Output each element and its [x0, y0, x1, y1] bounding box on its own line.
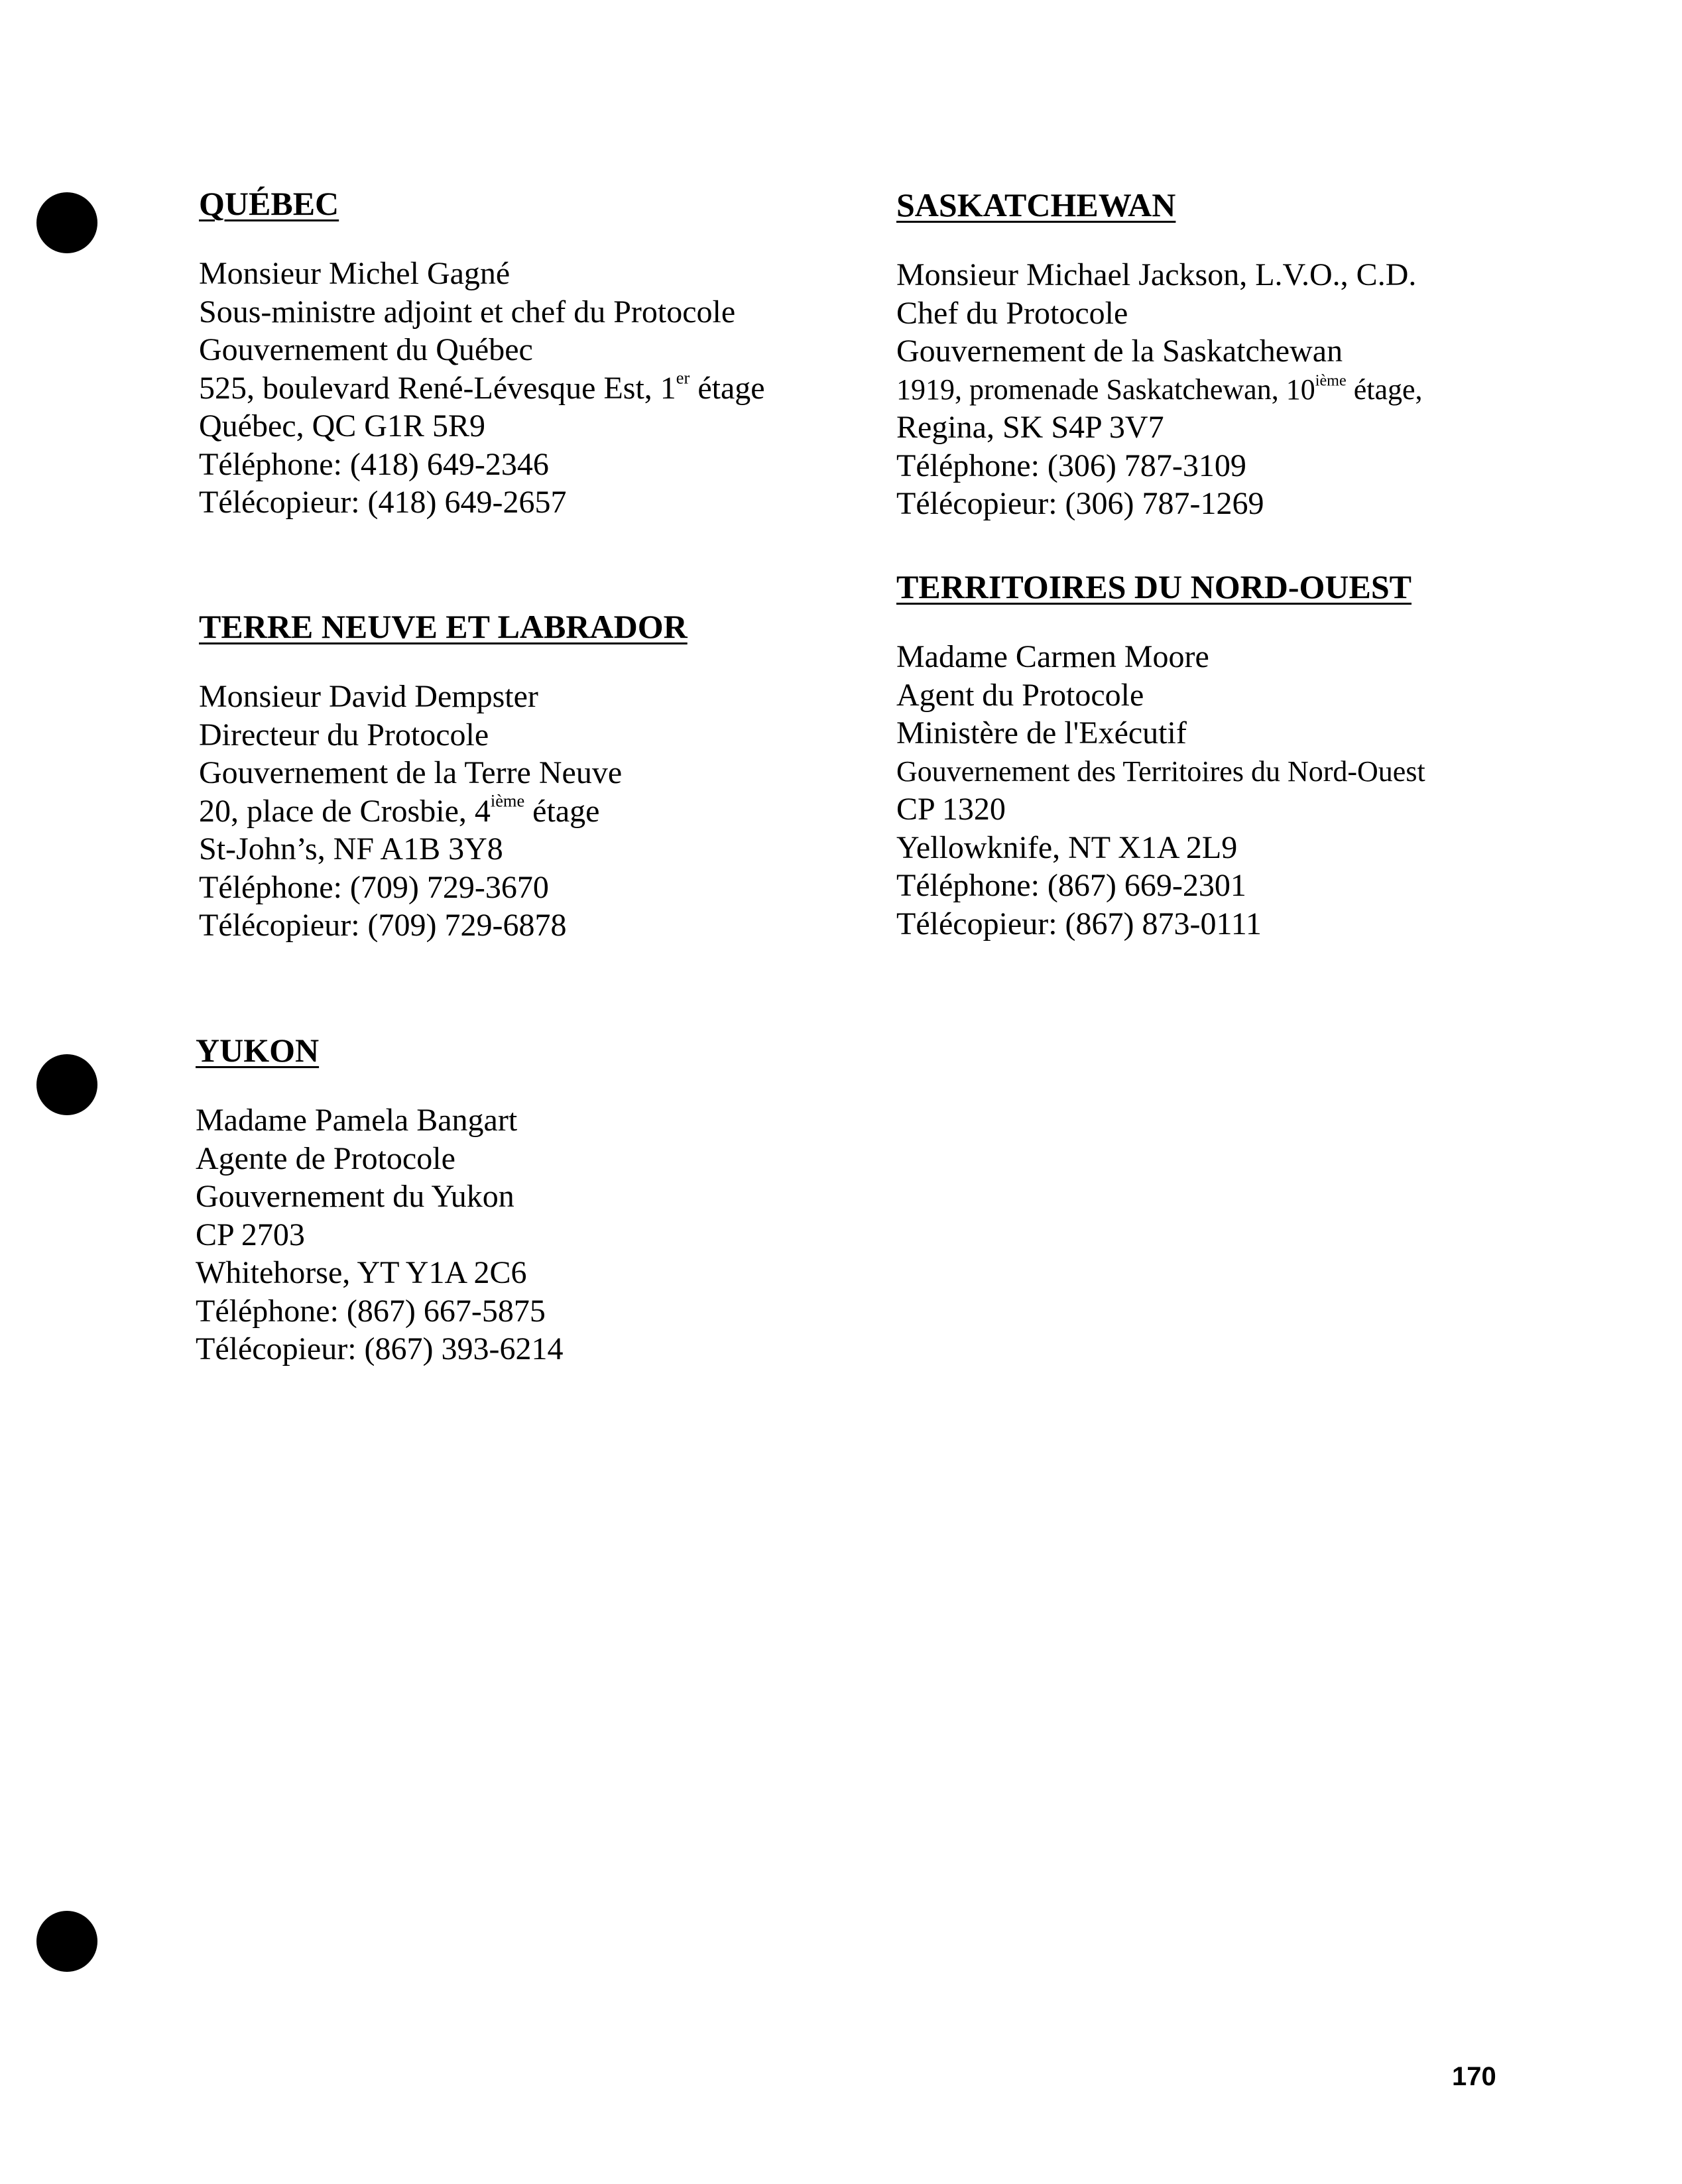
punch-hole-middle [36, 1054, 97, 1115]
section-yukon [196, 1031, 563, 1368]
section-quebec [199, 184, 765, 522]
contact-organization: Gouvernement des Territoires du Nord-Ouest [896, 755, 1425, 788]
contact-phone: Téléphone: (867) 667-5875 [196, 1293, 546, 1329]
contact-city: Québec, QC G1R 5R9 [199, 408, 485, 444]
contact-organization: Gouvernement du Québec [199, 332, 533, 367]
contact-address: 20, place de Crosbie, 4ième étage [199, 790, 600, 829]
contact-fax: Télécopieur: (709) 729-6878 [199, 908, 567, 943]
section-heading: QUÉBEC [199, 185, 339, 222]
contact-po-box: CP 1320 [896, 792, 1006, 827]
contact-address: 525, boulevard René-Lévesque Est, 1er étage [199, 367, 765, 406]
contact-title: Sous-ministre adjoint et chef du Protocole [199, 294, 736, 330]
contact-po-box: CP 2703 [196, 1217, 305, 1252]
contact-city: Yellowknife, NT X1A 2L9 [896, 829, 1238, 865]
contact-fax: Télécopieur: (867) 393-6214 [196, 1331, 564, 1366]
contact-title: Agente de Protocole [196, 1140, 455, 1176]
contact-name: Madame Carmen Moore [896, 639, 1209, 674]
contact-title: Agent du Protocole [896, 677, 1144, 713]
contact-phone: Téléphone: (418) 649-2346 [199, 446, 549, 482]
section-terre-neuve [199, 607, 688, 945]
contact-organization: Gouvernement de la Terre Neuve [199, 755, 623, 790]
section-heading: TERRE NEUVE ET LABRADOR [199, 608, 688, 645]
contact-name: Monsieur Michel Gagné [199, 256, 511, 291]
contact-city: Whitehorse, YT Y1A 2C6 [196, 1255, 527, 1290]
section-heading: SASKATCHEWAN [896, 186, 1176, 223]
contact-city: Regina, SK S4P 3V7 [896, 410, 1164, 445]
contact-title: Directeur du Protocole [199, 717, 489, 753]
contact-fax: Télécopieur: (306) 787-1269 [896, 486, 1264, 521]
section-territoires-du-nord-ouest [896, 568, 1425, 943]
contact-title: Chef du Protocole [896, 295, 1128, 331]
contact-fax: Télécopieur: (418) 649-2657 [199, 485, 567, 520]
contact-organization: Gouvernement de la Saskatchewan [896, 334, 1343, 369]
contact-department: Ministère de l'Exécutif [896, 715, 1187, 751]
contact-phone: Téléphone: (306) 787-3109 [896, 448, 1246, 483]
contact-name: Monsieur David Dempster [199, 679, 538, 714]
contact-name: Madame Pamela Bangart [196, 1103, 518, 1138]
contact-phone: Téléphone: (867) 669-2301 [896, 868, 1246, 903]
section-heading: YUKON [196, 1032, 320, 1069]
page-number: 170 [1452, 2062, 1496, 2091]
punch-hole-bottom [36, 1911, 97, 1972]
contact-name: Monsieur Michael Jackson, L.V.O., C.D. [896, 257, 1417, 292]
contact-fax: Télécopieur: (867) 873-0111 [896, 906, 1262, 941]
punch-hole-top [36, 192, 97, 253]
section-saskatchewan [896, 186, 1423, 523]
contact-organization: Gouvernement du Yukon [196, 1179, 514, 1214]
section-heading: TERRITOIRES DU NORD-OUEST [896, 568, 1412, 605]
contact-phone: Téléphone: (709) 729-3670 [199, 869, 549, 905]
contact-address: 1919, promenade Saskatchewan, 10ième étage, [896, 371, 1423, 406]
contact-city: St-John’s, NF A1B 3Y8 [199, 831, 503, 867]
